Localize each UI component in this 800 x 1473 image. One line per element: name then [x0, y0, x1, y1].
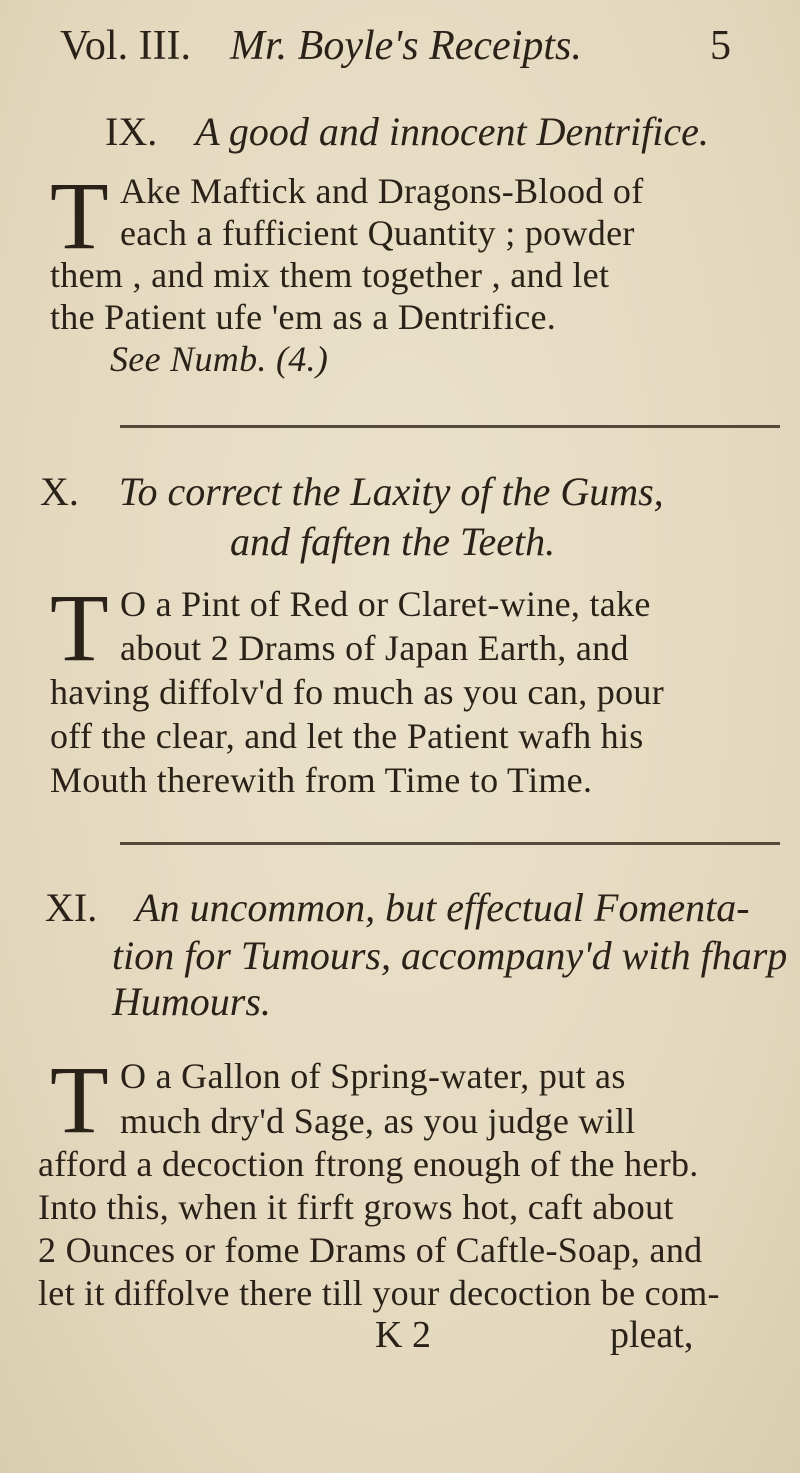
section-xi-line-5: 2 Ounces or fome Drams of Caftle-Soap, and	[38, 1230, 703, 1270]
section-xi-heading	[45, 884, 750, 931]
section-xi-dropcap: T	[50, 1046, 109, 1153]
section-ix-number: IX.	[105, 109, 158, 154]
section-ix-heading	[105, 108, 709, 155]
section-ix-line-3: them , and mix them together , and let	[50, 255, 610, 295]
section-x-line-4: off the clear, and let the Patient wafh his	[50, 716, 644, 756]
section-ix-line-1: Ake Maftick and Dragons-Blood of	[120, 171, 644, 211]
section-xi-line-2: much dry'd Sage, as you judge will	[120, 1101, 636, 1141]
section-ix-title: A good and innocent Dentrifice.	[195, 109, 709, 154]
volume-label: Vol. III.	[60, 23, 192, 69]
section-divider-1	[120, 425, 780, 428]
section-xi-line-1: O a Gallon of Spring-water, put as	[120, 1056, 626, 1096]
section-ix-dropcap: T	[50, 162, 109, 269]
page-number: 5	[710, 23, 731, 69]
section-divider-2	[120, 842, 780, 845]
section-xi-number: XI.	[45, 885, 98, 930]
section-xi-title-line-1: An uncommon, but effectual Fomenta-	[135, 885, 750, 930]
section-x-number: X.	[40, 469, 79, 514]
section-x-line-5: Mouth therewith from Time to Time.	[50, 760, 593, 800]
section-x-heading	[40, 468, 664, 515]
section-xi-line-6: let it diffolve there till your decoction be com-	[38, 1273, 720, 1313]
section-ix-line-4: the Patient ufe 'em as a Dentrifice.	[50, 297, 557, 337]
section-ix-line-2: each a fufficient Quantity ; powder	[120, 213, 635, 253]
section-xi-title-line-3: Humours.	[112, 979, 271, 1024]
section-x-line-3: having diffolv'd fo much as you can, pour	[50, 672, 664, 712]
running-head	[60, 22, 760, 82]
section-xi-line-3: afford a decoction ftrong enough of the herb.	[38, 1144, 699, 1184]
section-x-title-line-1: To correct the Laxity of the Gums,	[118, 469, 664, 514]
catchword: pleat,	[610, 1314, 694, 1356]
section-ix-see-reference: See Numb. (4.)	[110, 339, 329, 379]
section-x-dropcap: T	[50, 574, 109, 681]
section-x-title-line-2: and faften the Teeth.	[230, 519, 556, 564]
section-x-line-1: O a Pint of Red or Claret-wine, take	[120, 584, 651, 624]
signature-mark: K 2	[375, 1314, 431, 1356]
section-xi-title-line-2: tion for Tumours, accompany'd with fharp	[112, 933, 788, 978]
book-title: Mr. Boyle's Receipts.	[230, 23, 582, 69]
section-xi-line-4: Into this, when it firft grows hot, caft about	[38, 1187, 674, 1227]
section-x-line-2: about 2 Drams of Japan Earth, and	[120, 628, 629, 668]
